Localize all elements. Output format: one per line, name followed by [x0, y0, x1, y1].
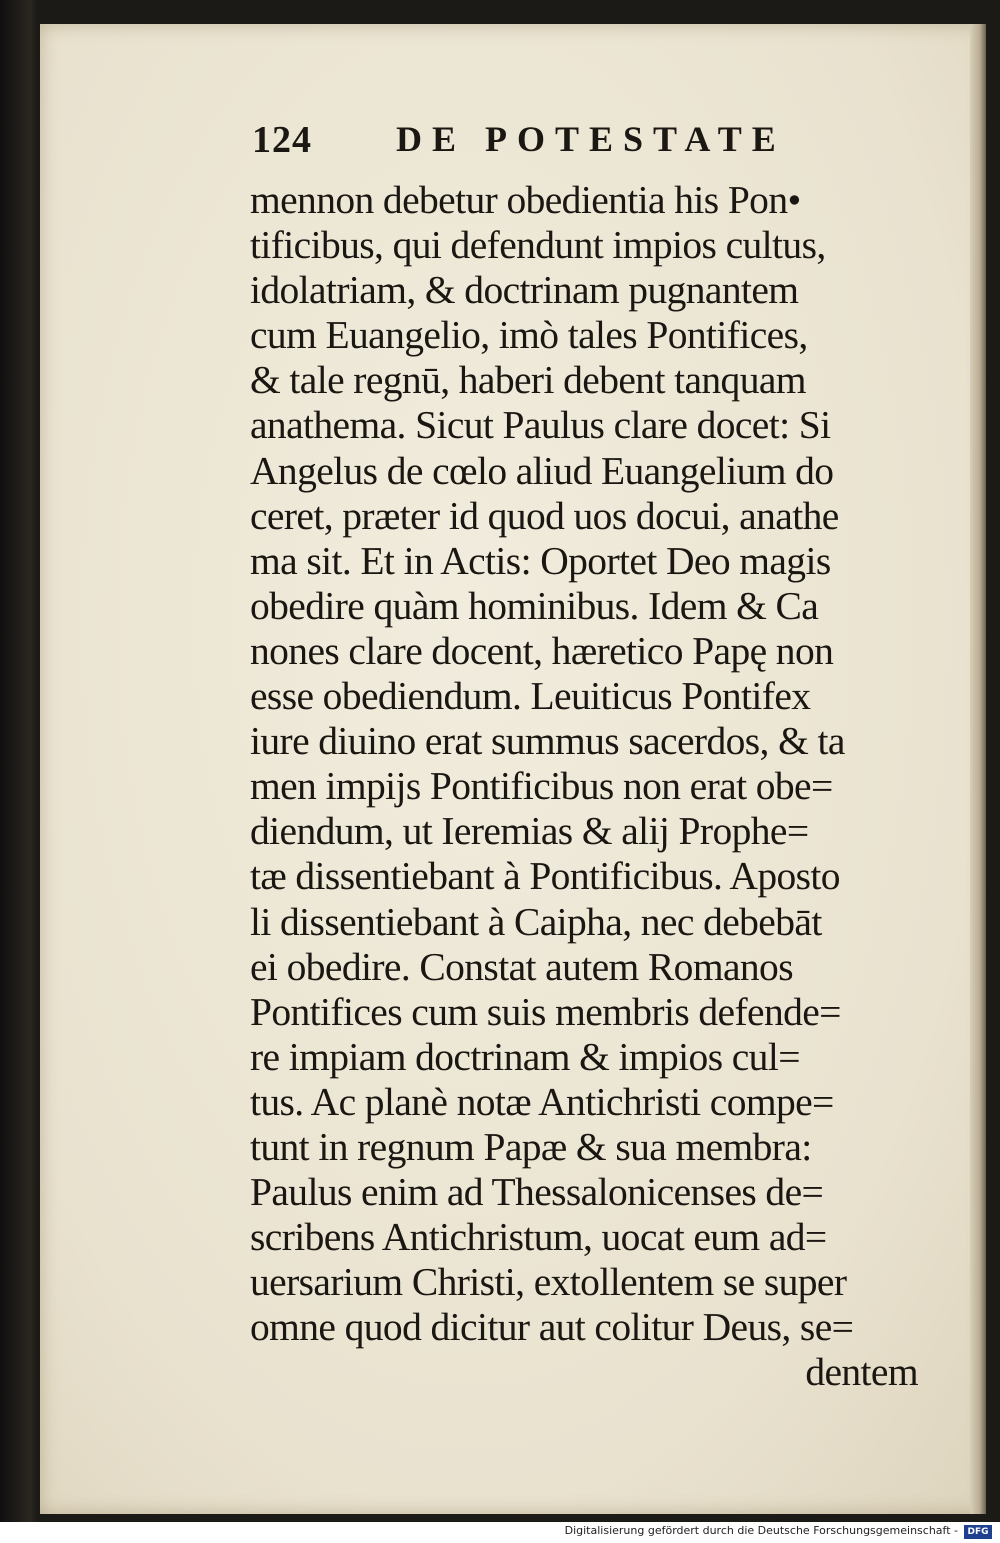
- footer-bar: [0, 1522, 1000, 1543]
- running-header: [252, 118, 832, 162]
- text-line: omne quod dicitur aut colitur Deus, se=: [250, 1305, 854, 1350]
- text-line: ceret, præter id quod uos docui, anathe: [250, 493, 839, 538]
- text-line: tificibus, qui defendunt impios cultus,: [250, 223, 826, 268]
- text-line: ma sit. Et in Actis: Oportet Deo magis: [250, 538, 831, 583]
- running-title: DE POTESTATE: [396, 119, 786, 159]
- text-line: scribens Antichristum, uocat eum ad=: [250, 1215, 827, 1260]
- text-line: Pontifices cum suis membris defende=: [250, 989, 841, 1034]
- text-line: tunt in regnum Papæ & sua membra:: [250, 1124, 812, 1169]
- text-line: uersarium Christi, extollentem se super: [250, 1260, 847, 1305]
- text-line: esse obediendum. Leuiticus Pontifex: [250, 674, 811, 719]
- text-line: mennon debetur obedientia his Pon•: [250, 178, 801, 222]
- text-line: anathema. Sicut Paulus clare docet: Si: [250, 403, 831, 448]
- text-line: Paulus enim ad Thessalonicenses de=: [250, 1170, 824, 1215]
- text-line: re impiam doctrinam & impios cul=: [250, 1034, 800, 1079]
- text-line: ei obedire. Constat autem Romanos: [250, 944, 793, 989]
- funding-credit: Digitalisierung gefördert durch die Deutsche Forschungsgemeinschaft -: [564, 1524, 958, 1537]
- text-line: nones clare docent, hæretico Papę non: [250, 628, 834, 673]
- catchword: dentem: [805, 1350, 918, 1395]
- page-edge: [970, 24, 986, 1514]
- text-line: li dissentiebant à Caipha, nec debebāt: [250, 899, 822, 944]
- text-line: idolatriam, & doctrinam pugnantem: [250, 268, 799, 313]
- text-line: & tale regnū, haberi debent tanquam: [250, 358, 806, 403]
- text-line: tus. Ac planè notæ Antichristi compe=: [250, 1079, 834, 1124]
- text-line: Angelus de cœlo aliud Euangelium do: [250, 448, 834, 493]
- text-line: men impijs Pontificibus non erat obe=: [250, 764, 833, 809]
- text-line: obedire quàm hominibus. Idem & Ca: [250, 583, 819, 628]
- text-line: tæ dissentiebant à Pontificibus. Aposto: [250, 854, 840, 899]
- text-line: cum Euangelio, imò tales Pontifices,: [250, 313, 808, 358]
- text-line: iure diuino erat summus sacerdos, & ta: [250, 719, 845, 764]
- text-line: diendum, ut Ieremias & alij Prophe=: [250, 809, 809, 854]
- body-text: [250, 178, 930, 1396]
- page-number: 124: [252, 119, 312, 161]
- dfg-logo: DFG: [964, 1525, 992, 1539]
